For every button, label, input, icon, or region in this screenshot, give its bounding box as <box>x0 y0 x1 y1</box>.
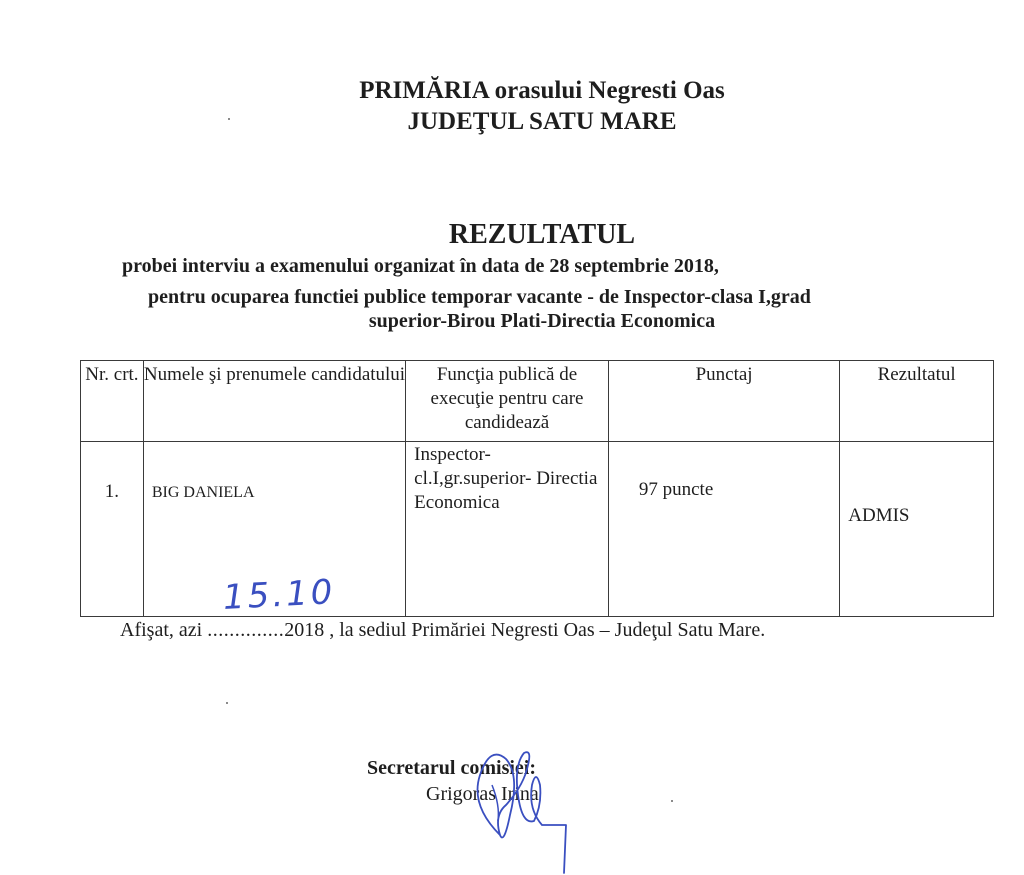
cell-score: 97 puncte <box>608 442 839 617</box>
scan-speck <box>671 800 673 802</box>
results-table <box>80 360 994 617</box>
institution-name: PRIMĂRIA orasului Negresti Oas <box>359 77 725 104</box>
posting-prefix: Afişat, azi <box>120 619 208 641</box>
scan-speck <box>226 702 228 704</box>
cell-result: ADMIS <box>840 442 994 617</box>
county-name: JUDEŢUL SATU MARE <box>407 108 677 135</box>
cell-function: Inspector- cl.I,gr.superior- Directia Economica <box>406 442 609 617</box>
handwritten-date: 15.10 <box>222 572 337 618</box>
posting-date-blank: .............. <box>207 619 285 641</box>
header-result: Rezultatul <box>840 361 994 442</box>
subtitle-line-3: superior-Birou Plati-Directia Economica <box>368 310 716 332</box>
scan-speck <box>228 118 230 120</box>
document-title: REZULTATUL <box>448 219 636 250</box>
signature-label: Secretarul comisiei: <box>367 757 537 779</box>
posting-suffix: 2018 , la sediul Primăriei Negresti Oas – Judeţul Satu Mare. <box>284 619 766 641</box>
subtitle-line-2: pentru ocuparea functiei publice temporar vacante - de Inspector-clasa I,grad <box>148 286 811 308</box>
handwritten-signature <box>470 745 580 875</box>
cell-name: BIG DANIELA <box>143 442 405 617</box>
header-score: Punctaj <box>608 361 839 442</box>
table-row <box>81 442 994 617</box>
cell-nr: 1. <box>81 442 144 617</box>
header-function: Funcţia publică de execuţie pentru care candidează <box>406 361 609 442</box>
header-name: Numele şi prenumele candidatului <box>143 361 405 442</box>
subtitle-line-1: probei interviu a examenului organizat în data de 28 septembrie 2018, <box>122 255 719 277</box>
table-header-row <box>81 361 994 442</box>
header-nr: Nr. crt. <box>81 361 144 442</box>
posting-notice <box>120 617 765 643</box>
signature-name: Grigoras Irina <box>426 783 539 805</box>
